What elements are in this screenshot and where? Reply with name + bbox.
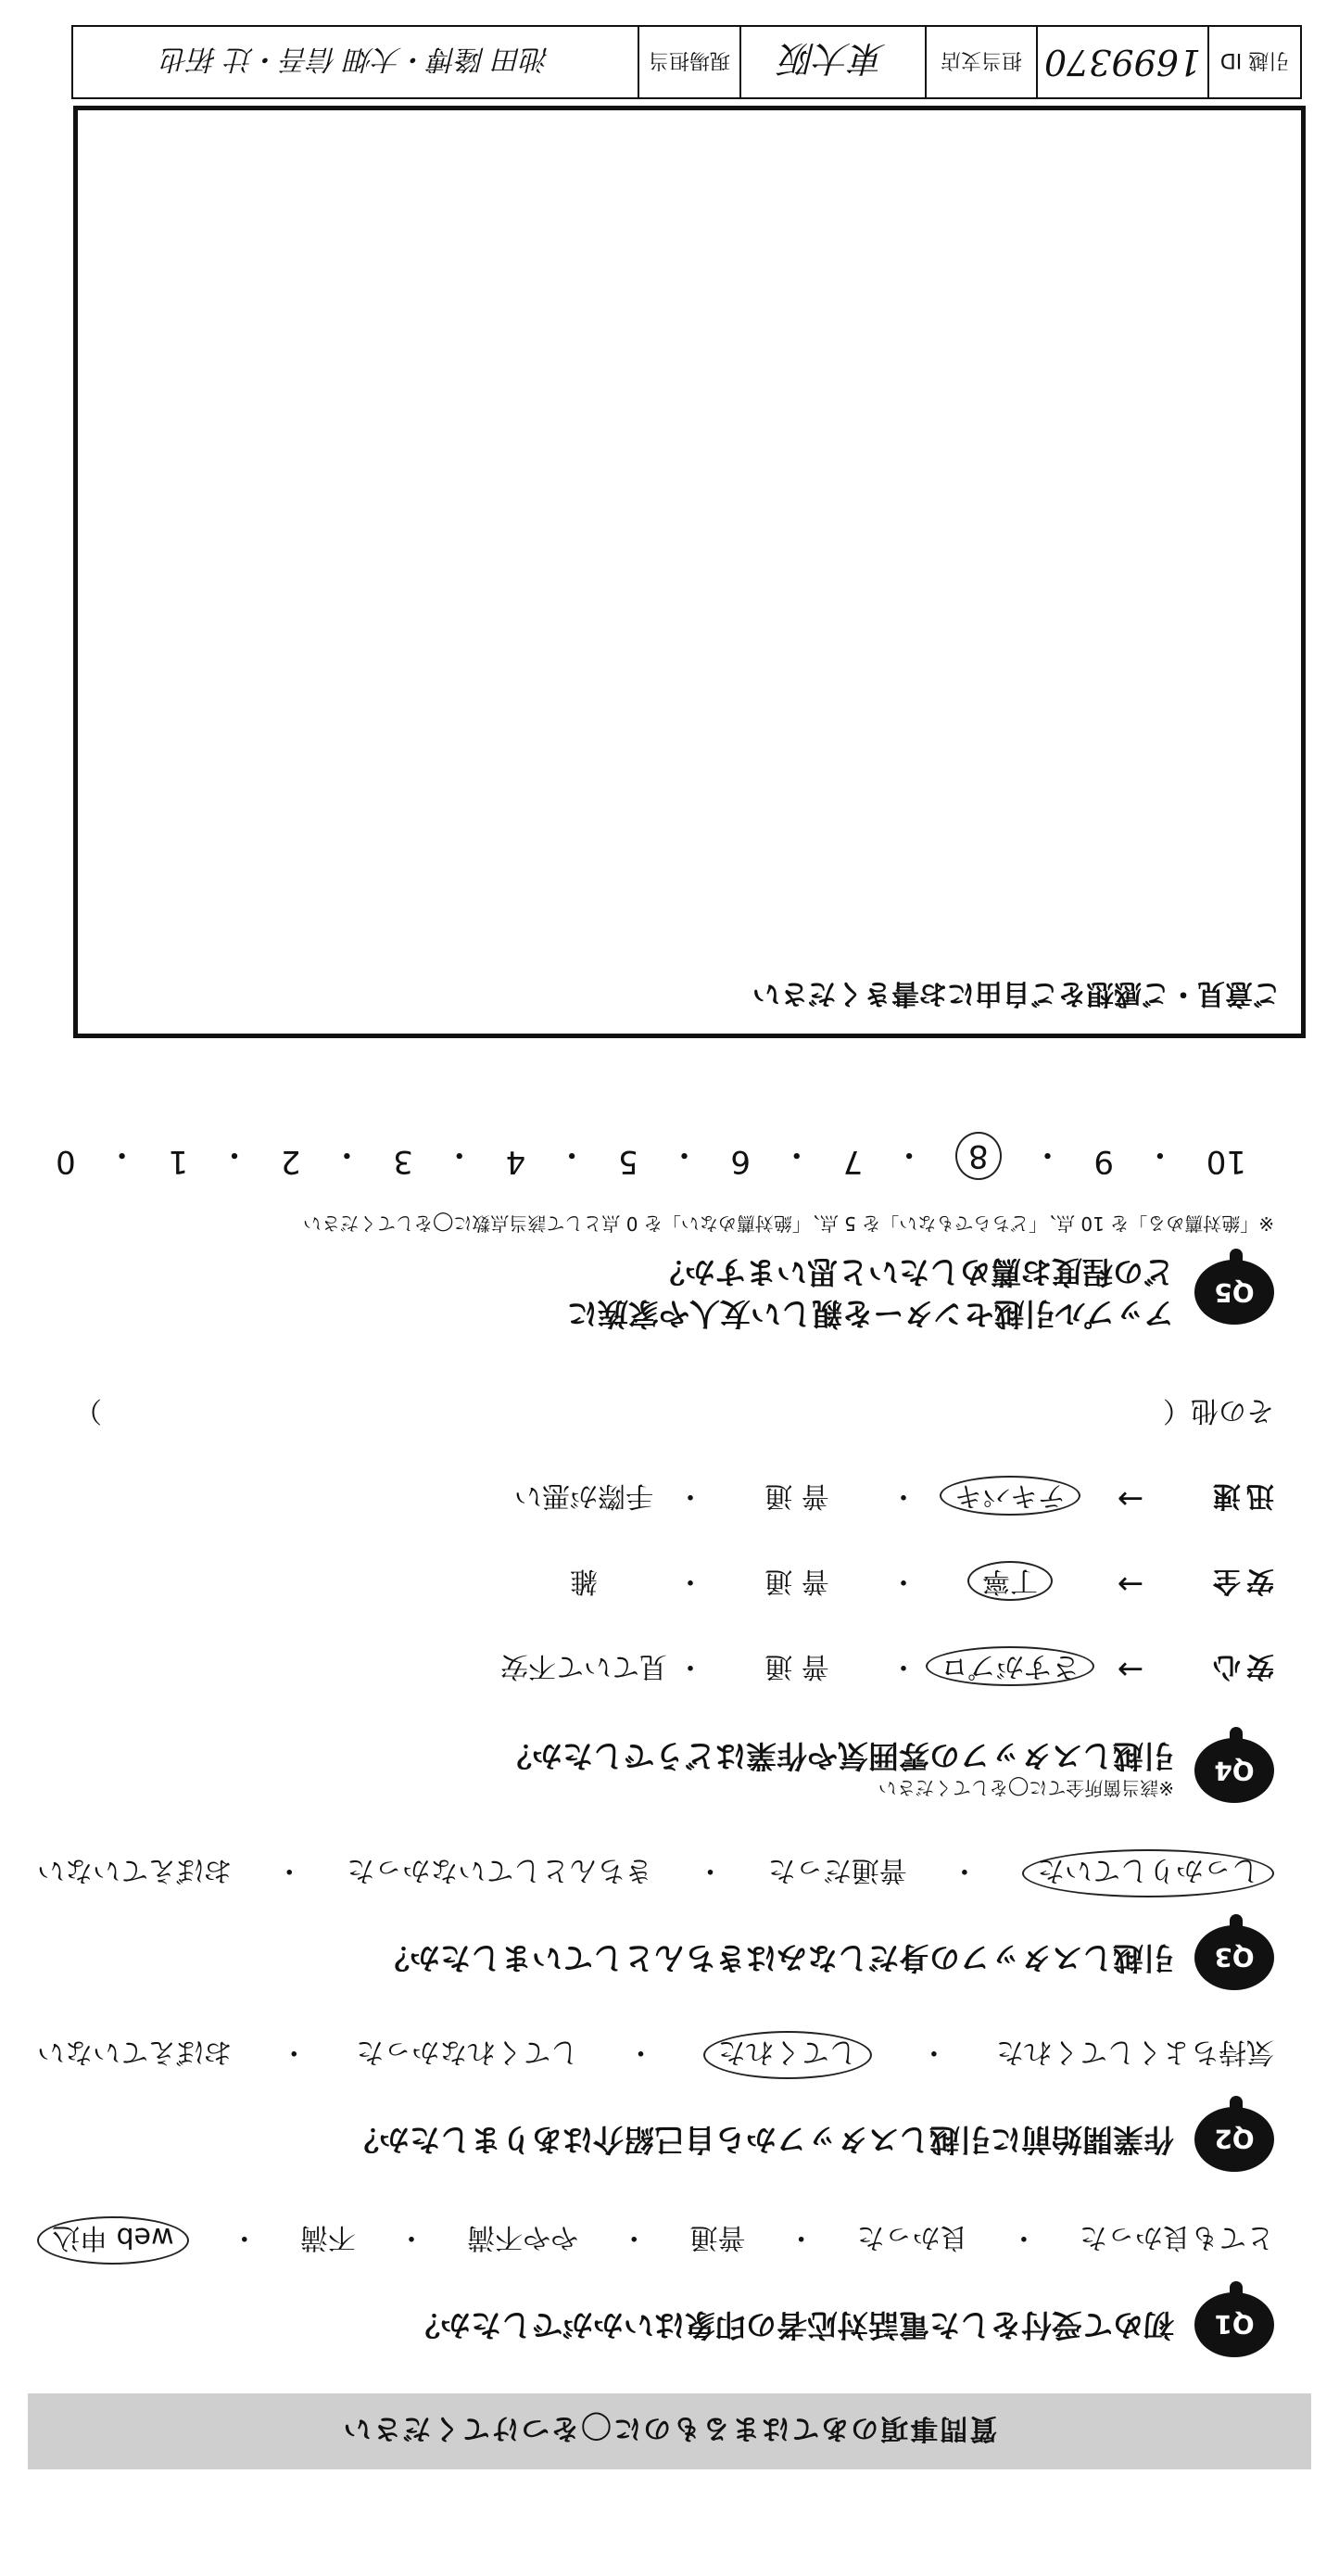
arrow-right-icon: →	[1117, 1651, 1144, 1689]
scale-1[interactable]: 1	[168, 1142, 189, 1180]
q4-row-2-option-1-selected[interactable]: 丁寧	[967, 1561, 1053, 1601]
scale-8-selected[interactable]: 8	[955, 1132, 1002, 1180]
q2-option-3[interactable]: してくれなかった	[356, 2036, 579, 2068]
q5-scale: 10 ・ 9 ・ 8 ・ 7 ・ 6 ・ 5 ・ 4 ・ 3 ・ 2 ・ 1 ・ 0	[37, 1132, 1274, 1180]
leader-value-cell	[73, 27, 638, 97]
q4-other-label: その他（	[1163, 1394, 1274, 1428]
q1-option-4[interactable]: やや不満	[467, 2221, 579, 2253]
q4-row-3-option-2[interactable]: 普 通	[764, 1479, 829, 1513]
question-4	[37, 1393, 1274, 1807]
scale-7[interactable]: 7	[842, 1142, 864, 1180]
branch-value[interactable]: 東大阪	[780, 38, 887, 80]
q3-badge: Q3	[1194, 1925, 1274, 1990]
q1-option-6-selected[interactable]: web 申込	[37, 2216, 189, 2265]
branch-label-cell	[925, 27, 1036, 97]
id-label: 引越 ID	[1219, 48, 1290, 72]
q5-text-line-1: アップル引越センターを親しい友人や家族に	[566, 1296, 1174, 1332]
q4-row-anshin: 安心 → さすがプロ ・ 普 通 ・ 見ていて不安	[37, 1649, 1274, 1690]
scale-4[interactable]: 4	[505, 1142, 526, 1180]
q4-other-field[interactable]	[37, 1393, 1274, 1434]
q4-row-anzen: 安全 → 丁寧 ・ 普 通 ・ 雑	[37, 1564, 1274, 1605]
q4-row-3-option-3[interactable]: 手際が悪い	[514, 1479, 653, 1513]
q5-text-line-2: どの程度お薦めしたいと思いますか？	[654, 1254, 1174, 1291]
q4-badge: Q4	[1194, 1738, 1274, 1803]
q2-option-4[interactable]: おぼえていない	[37, 2036, 233, 2068]
q2-options: 気持ちよくしてくれた ・ してくれた ・ してくれなかった ・ おぼえていない	[37, 2031, 1274, 2079]
q3-option-1-selected[interactable]: しっかりしていた	[1022, 1849, 1274, 1897]
question-3	[37, 1849, 1274, 1990]
q3-options: しっかりしていた ・ 普通だった ・ きちんとしていなかった ・ おぼえていない	[37, 1849, 1274, 1897]
q2-option-1[interactable]: 気持ちよくしてくれた	[996, 2036, 1274, 2068]
comments-box[interactable]	[73, 106, 1306, 1038]
q1-badge: Q1	[1194, 2292, 1274, 2357]
q3-text: 引越しスタッフの身だしなみはきちんとしていましたか？	[379, 1940, 1174, 1977]
id-label-cell	[1207, 27, 1300, 97]
q1-option-3[interactable]: 普通	[689, 2221, 746, 2253]
q4-text: 引越しスタッフの雰囲気や作業はどうでしたか？	[501, 1738, 1174, 1774]
q4-row-2-option-3[interactable]: 雑	[570, 1565, 598, 1598]
q3-option-2[interactable]: 普通だった	[767, 1854, 907, 1886]
arrow-right-icon: →	[1117, 1566, 1144, 1604]
branch-value-cell	[739, 27, 925, 97]
question-5	[37, 1132, 1274, 1334]
q2-text: 作業開始前に引越しスタッフから自己紹介はありましたか？	[348, 2122, 1174, 2159]
instruction-text: 質問事項のあてはまるものに◯をつけてください	[341, 2412, 998, 2444]
q4-row-jinsoku: 迅速 → テキパキ ・ 普 通 ・ 手際が悪い	[37, 1478, 1274, 1519]
q4-row-2-label: 安全	[1207, 1565, 1274, 1598]
arrow-right-icon: →	[1117, 1480, 1144, 1518]
q1-option-2[interactable]: 良かった	[856, 2221, 968, 2253]
scale-5[interactable]: 5	[617, 1142, 638, 1180]
q1-text: 初めて受付をした電話対応者の印象はいかがでしたか？	[410, 2307, 1174, 2344]
q1-option-5[interactable]: 不満	[299, 2221, 356, 2253]
q4-row-2-option-2[interactable]: 普 通	[764, 1565, 829, 1598]
question-2	[37, 2031, 1274, 2172]
q4-row-3-label: 迅速	[1207, 1479, 1274, 1513]
scale-0[interactable]: 0	[56, 1142, 76, 1180]
question-1	[37, 2216, 1274, 2357]
leader-value[interactable]: 池田 隆博・大畑 信吾・辻 拓也	[161, 43, 549, 75]
leader-label-cell	[638, 27, 739, 97]
q1-options: とても良かった ・ 良かった ・ 普通 ・ やや不満 ・ 不満 ・ web 申込	[37, 2216, 1274, 2265]
q5-badge: Q5	[1194, 1260, 1274, 1325]
q4-row-3-option-1-selected[interactable]: テキパキ	[940, 1476, 1080, 1516]
q4-note: ※該当箇所全てに◯をしてください	[878, 1777, 1174, 1799]
q4-row-1-label: 安心	[1207, 1650, 1274, 1683]
scale-10[interactable]: 10	[1206, 1142, 1246, 1180]
q1-option-1[interactable]: とても良かった	[1080, 2221, 1274, 2253]
q4-row-1-option-2[interactable]: 普 通	[764, 1650, 829, 1683]
staff-info-table	[71, 25, 1302, 99]
id-value-cell	[1036, 27, 1207, 97]
q4-other-close: ）	[74, 1394, 102, 1428]
scale-6[interactable]: 6	[730, 1142, 751, 1180]
id-value[interactable]: 1699370	[1043, 42, 1202, 82]
branch-label: 担当支店	[941, 48, 1023, 72]
q4-row-1-option-3[interactable]: 見ていて不安	[500, 1650, 667, 1683]
q4-row-1-option-1-selected[interactable]: さすがプロ	[926, 1646, 1094, 1686]
scale-2[interactable]: 2	[280, 1142, 301, 1180]
q5-note: ※「絶対薦める」を 10 点、「どちらでもない」を 5 点、「絶対薦めない」を 0 点として該当点数に◯をしてください	[303, 1212, 1274, 1235]
scale-3[interactable]: 3	[393, 1142, 413, 1180]
scale-9[interactable]: 9	[1093, 1142, 1115, 1180]
q2-badge: Q2	[1194, 2107, 1274, 2172]
comments-title: ご意見・ご感想をご自由にお書きください	[752, 977, 1281, 1009]
top-margin	[0, 2465, 1339, 2576]
instruction-banner	[28, 2393, 1311, 2469]
q3-option-4[interactable]: おぼえていない	[37, 1854, 233, 1886]
leader-label: 現場担当	[649, 48, 731, 72]
q2-option-2-selected[interactable]: してくれた	[703, 2031, 872, 2079]
q3-option-3[interactable]: きちんとしていなかった	[347, 1854, 653, 1886]
